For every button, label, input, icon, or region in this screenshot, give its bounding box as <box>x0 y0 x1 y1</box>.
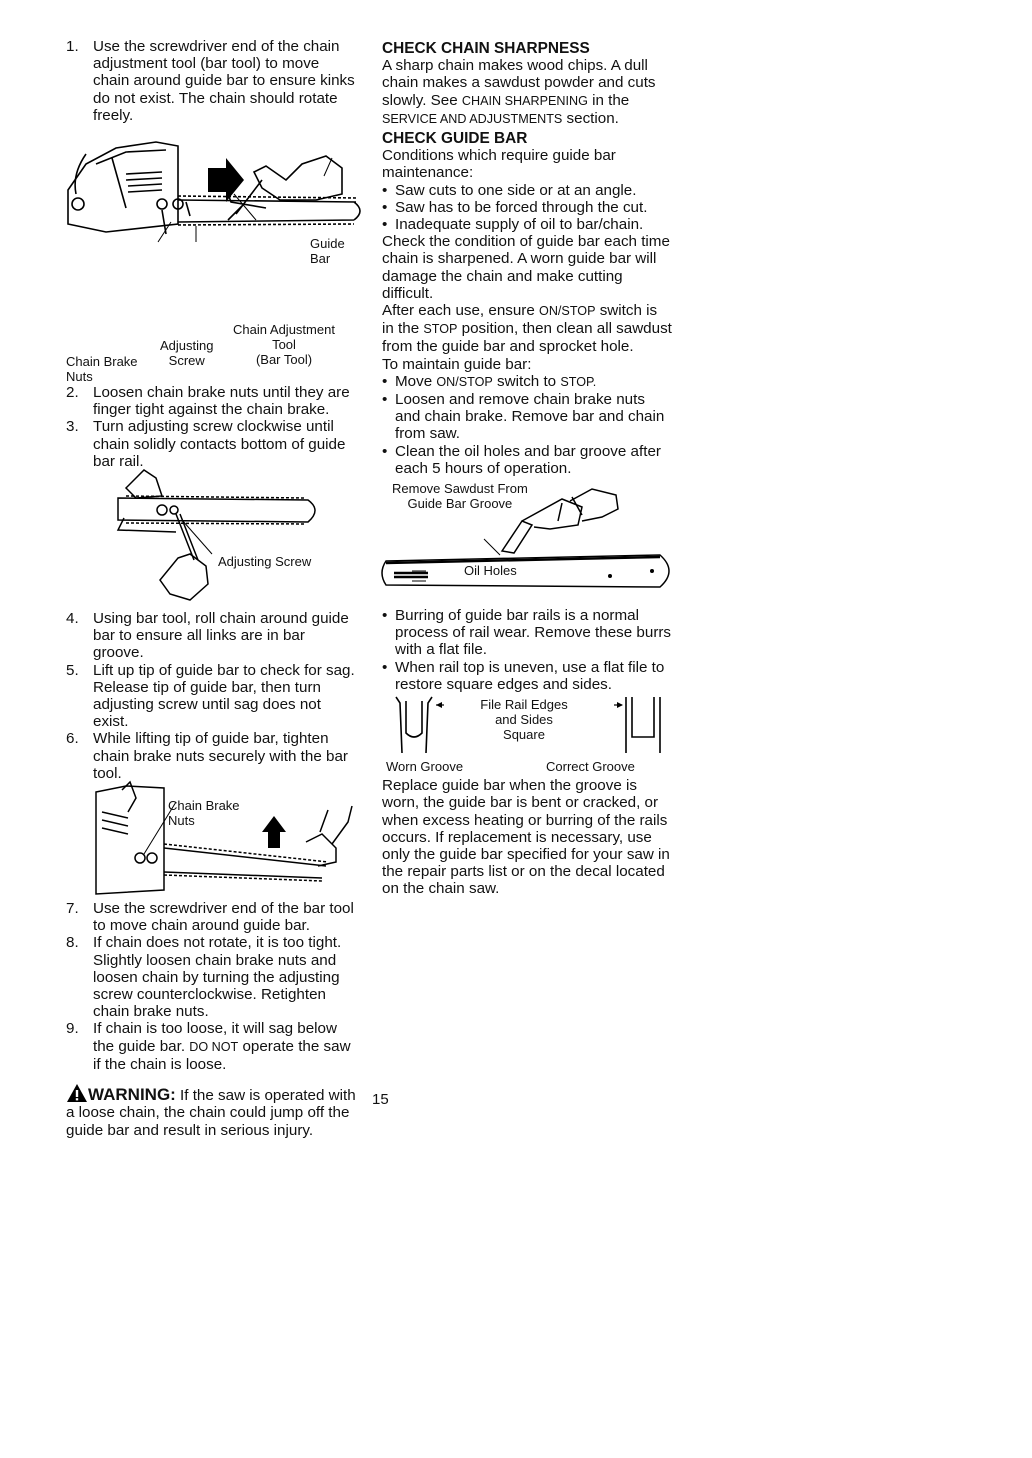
label-worn-groove: Worn Groove <box>386 759 464 775</box>
step-3 <box>66 418 356 470</box>
guidebar-check-text: Check the condition of guide bar each time chain is sharpened. A worn guide bar will damage the chain and make cutting difficult. <box>382 233 670 302</box>
sharpness-text: A sharp chain makes wood chips. A dull chain makes a sawdust powder and cuts slowly. See CHAIN SHARPENING in the SERVICE AND ADJUSTMENTS section. <box>382 57 656 127</box>
burr-item: • Burring of guide bar rails is a normal process of rail wear. Remove these burrs with a flat file. <box>382 607 672 659</box>
step-number: 5. <box>66 661 79 679</box>
step-text: If chain is too loose, it will sag below the guide bar. DO NOT operate the saw if the chain is loose. <box>93 1020 351 1073</box>
label-correct-groove: Correct Groove <box>546 759 635 775</box>
warning-triangle-icon <box>66 1083 88 1103</box>
warning-block <box>66 1083 356 1139</box>
figure-groove-comparison <box>382 693 672 777</box>
step-text: While lifting tip of guide bar, tighten chain brake nuts securely with the bar tool. <box>93 730 348 782</box>
step-4 <box>66 610 356 662</box>
figure-remove-sawdust <box>382 481 672 607</box>
label-oil-holes: Oil Holes <box>464 563 517 579</box>
warning-title: WARNING: <box>88 1085 176 1105</box>
figure-adjusting-screw <box>66 470 356 610</box>
step-7 <box>66 900 356 934</box>
label-adjusting-screw: Adjusting Screw <box>160 338 214 369</box>
step-number: 8. <box>66 934 79 952</box>
page-number: 15 <box>372 1091 389 1108</box>
step-9 <box>66 1020 356 1073</box>
replace-guide-bar-text: Replace guide bar when the groove is worn, the guide bar is bent or cracked, or when excess heating or burring of the rails occurs. If replacement is necessary, use only the guide bar specified for your saw in the repair parts list or on the decal located on the chain saw. <box>382 777 670 898</box>
burr-item: • When rail top is uneven, use a flat file to restore square edges and sides. <box>382 658 665 693</box>
label-chain-brake-nuts-2: Chain Brake Nuts <box>168 798 240 829</box>
condition-item: • Inadequate supply of oil to bar/chain. <box>382 216 644 234</box>
label-adjusting-screw-2: Adjusting Screw <box>218 554 312 570</box>
maintain-item: • Clean the oil holes and bar groove after each 5 hours of operation. <box>382 442 661 477</box>
step-number: 3. <box>66 418 79 436</box>
label-guide-bar: Guide Bar <box>310 236 345 267</box>
label-chain-adjustment-tool: Chain Adjustment Tool (Bar Tool) <box>233 322 335 368</box>
step-text: Using bar tool, roll chain around guide bar to ensure all links are in bar groove. <box>93 610 349 662</box>
step-text: Use the screwdriver end of the chain adjustment tool (bar tool) to move chain around guide bar to ensure kinks do not exist. The chain should rotate freely. <box>93 38 355 124</box>
warning-text: If the saw is operated with a loose chain, the chain could jump off the guide bar and result in serious injury. <box>66 1087 356 1139</box>
step-number: 2. <box>66 384 79 402</box>
label-chain-brake-nuts: Chain Brake Nuts <box>66 354 138 385</box>
step-number: 1. <box>66 38 79 55</box>
step-number: 7. <box>66 900 79 918</box>
chainsaw-illustration <box>66 124 356 302</box>
maintain-item: • Move ON/STOP switch to STOP. <box>382 372 597 390</box>
figure-chain-adjustment <box>66 124 356 385</box>
left-column <box>66 38 356 1139</box>
step-text: If chain does not rotate, it is too tight. Slightly loosen chain brake nuts and loosen chain by turning the adjusting screw counterclockwise. Retighten chain brake nuts. <box>93 934 342 1021</box>
step-8 <box>66 934 356 1020</box>
step-text: Turn adjusting screw clockwise until chain solidly contacts bottom of guide bar rail. <box>93 418 346 470</box>
maintain-heading: To maintain guide bar: <box>382 355 532 373</box>
arrow-up-icon <box>262 816 286 848</box>
step-5 <box>66 662 356 731</box>
guidebar-after-use-text: After each use, ensure ON/STOP switch is in the STOP position, then clean all sawdust from the guide bar and sprocket hole. <box>382 302 672 356</box>
step-number: 9. <box>66 1020 79 1038</box>
label-remove-sawdust: Remove Sawdust From Guide Bar Groove <box>392 481 528 512</box>
guidebar-intro: Conditions which require guide bar maintenance: <box>382 147 616 182</box>
condition-item: • Saw has to be forced through the cut. <box>382 198 648 216</box>
label-file-rail-edges: File Rail Edges and Sides Square <box>480 697 568 743</box>
step-1 <box>66 38 356 124</box>
figure-chain-brake-nuts <box>66 782 356 900</box>
step-6 <box>66 730 356 782</box>
heading-check-guide-bar: CHECK GUIDE BAR <box>382 130 528 148</box>
step-number: 6. <box>66 730 79 748</box>
arrow-right-icon <box>208 158 244 202</box>
right-column <box>382 38 672 898</box>
step-text: Lift up tip of guide bar to check for sag. Release tip of guide bar, then turn adjusting screw until sag does not exist. <box>93 661 355 731</box>
condition-item: • Saw cuts to one side or at an angle. <box>382 181 637 199</box>
heading-check-chain-sharpness: CHECK CHAIN SHARPNESS <box>382 40 590 57</box>
step-number: 4. <box>66 610 79 628</box>
step-text: Loosen chain brake nuts until they are finger tight against the chain brake. <box>93 384 350 419</box>
step-text: Use the screwdriver end of the bar tool to move chain around guide bar. <box>93 900 354 935</box>
maintain-item: • Loosen and remove chain brake nuts and chain brake. Remove bar and chain from saw. <box>382 391 665 443</box>
guide-bar-illustration <box>66 470 356 610</box>
step-2 <box>66 384 356 418</box>
